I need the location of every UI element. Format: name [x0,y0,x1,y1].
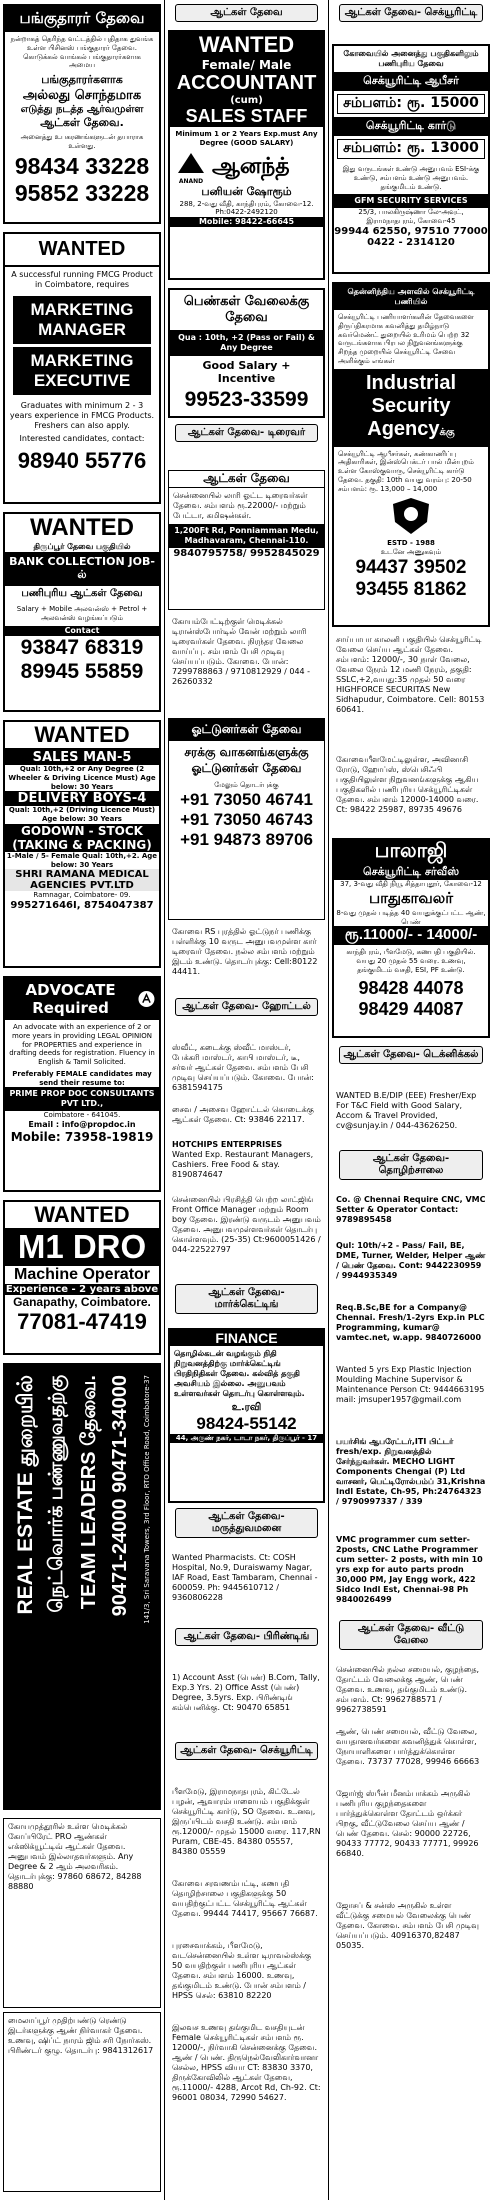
section-heading: ஆட்கள் தேவை- தொழிற்சாலை [339,1150,483,1180]
company-address: Ramnagar, Coimbatore- 09. [33,891,131,900]
ad-body: கோயம்பேட்டிற்குள் மெடிக்கல் டிரான்ஸ்போர்டில் வேன் மற்றும் லாரி டிரைவர்கள் தேவை. நிரந்தர வேலை வாய்ப்பு. சம்பளம் பேசி முடிவு செய்யப்படும். கோவை. போன்: 7299788863 / 9710812929 / 044 - 26260332 [172,617,311,686]
pharmacist-ad [168,1550,325,1625]
lodging-ad [168,1192,325,1282]
gfm-security-ad [332,44,490,274]
ad-body: இலவச உணவு தங்குமிட வசதியுடன் Female செக்யூரிட்டிகள் சம்பளம் ரூ. 12000/-, நிர்வாகி சென்னைக்கு தேவை. ஆண் / பெண். திருநெல்வேலிகார்வானா செல்ல, HPSS வியா CT: 83830 3370, திருக்கோவிலில் ஆட்கள் தேவை, ரூ.11000/- 4288, Arcot Rd, Ch-92. Ct: 96001 08034, 72990 54627. [172,2023,321,2102]
sweet-master-ad [168,1040,325,1100]
ad-line: எடுத்து நடத்த ஆர்வமுள்ள [20,104,144,115]
ad-cum: (cum) [170,95,323,106]
goods-vehicle-drivers-ad [168,718,325,920]
ad-email: Email : info@propdoc.in [28,1120,136,1129]
phone-number: 89945 55859 [20,659,144,683]
brand-name: ஆனந்த் [212,153,290,178]
phone-number: 93455 81862 [355,578,467,600]
balaji-security-ad [332,838,490,1038]
printing-account-asst-ad [168,1670,325,1740]
ad-body: ஜோர்ஜ் ஸ்பீன் மீனம்பாக்கம் அருகில் பணிபுரிய குழந்தைகளை பார்த்துக்கொள்ள தோட்டம் ஒர்க்கர் பிறகு, வீட்டுவேலை செய்ய ஆண் / பெண் தேவை. செல்: 90000 22726, 90433 77772, 90433 77771, 99926 66840. [336,1789,479,1858]
peelamedu-security-ad [332,752,490,836]
ad-title: ஓட்டுனர்கள் தேவை [169,719,324,741]
phone-number: 99944 62550, 97510 77000 [334,225,488,237]
school-driver-ad [168,924,325,994]
section-heading: ஆட்கள் தேவை- செக்யூரிட்டி [175,1742,318,1760]
ad-body: நன்றாகத் தெரிந்த வட்டத்தில் புதிதாக துவங்க உள்ள பிசினஸ் பங்குதாரர் தேவை. கொடுக்கல் வாங்கல் பங்குதாரர்களாக அமைய [10,35,154,70]
hotchips-ad [168,1140,325,1190]
company-name: PRIME PROP DOC CONSULTANTS PVT LTD., [5,1087,159,1111]
job-role: MARKETING MANAGER [13,296,151,344]
m1-dro-operator-ad [3,1200,161,1355]
company-name: பாலாஜி [334,840,488,865]
ad-vertical-line: நெட்வொர்க் பண்ணுவதற்கு [46,1375,67,1613]
company-city: Coimbatore - 641045. [43,1111,121,1120]
female-security-ad [168,2020,325,2196]
phone-number: 93847 68319 [20,635,144,659]
factory-security-ad [168,1876,325,1936]
ad-body: சரக்கு வாகனங்களுக்கு ஓட்டுனர்கள் தேவை [184,745,309,775]
bank-collection-ad [3,512,161,712]
ad-title: தென்னிந்திய அளவில் செக்யூரிட்டி பணியில் [334,284,488,310]
ad-title: பெண்கள் வேலைக்கு தேவை [183,294,310,325]
ad-line: அனைத்து உபகரணங்களுடன் தயாராக உள்ளது. [20,133,144,150]
job-role: BANK COLLECTION JOB-ல் [5,552,159,586]
ad-body: செக்யூரிட்டி ஆபீசர்கள், கண்காணிப்பு அதிகாரிகள், இன்ஸ்பெக்டர் பால் மின்புறம் உள்ள கோஸ்குவாரு, செக்யூரிட்டி கார்டு தேவை. தகுதி: 10th வயது வரம்பு: 20-50 சம்பளம்: ரூ. 13,000 – 14,000 [338,449,474,493]
role-detail: Qual: 10th,+2 or Any Degree (2 Wheeler & Driving Licence Must) Age below: 30 Years [8,765,156,791]
phone-number: 98424-55142 [196,1414,297,1433]
ad-title: WANTED [30,514,134,541]
ad-title: FINANCE [170,1330,323,1346]
medical-pro-ad [3,1818,161,2008]
company-name: HOTCHIPS ENTERPRISES [172,1140,283,1149]
section-heading: ஆட்கள் தேவை- மருத்துவமனை [175,1508,318,1538]
ad-title-bar [5,978,159,1020]
ad-body: காந்திபுரம், பீளமேடு, கணபதி பகுதியில். வயது 20 முதல் 55 வரை. உணவு, தங்குமிடம் வசதி, ESI, PF உண்டு. [346,948,476,974]
company-sub: செக்யூரிட்டி சர்வீஸ் [334,865,488,880]
ad-body: An advocate with an experience of 2 or more years in providing LEGAL OPINION for PROPERTIES and experience in drafting deeds for registration. Fluency in English & Tamil Solicited. [9,1023,155,1066]
advocate-required-ad [3,976,161,1192]
ad-title: WANTED [5,234,159,267]
ad-vertical-line: 141/3, Sri Saravana Towers, 3rd Floor, RTO Office Road, Coimbatore-37 [143,1375,151,1624]
ad-intro: A successful running FMCG Product in Coimbatore, requires [11,270,153,289]
ad-body: பயர்சிங் ஆபரேட்டர்,ITI பிட்டர் fresh/exp. நிறுவனத்தில் சேர்ந்துவர்கள். MECHO LIGHT Components Chengai (P) Ltd வாசனர், பெட்டிரோல்பம்ப் 31,Krishna Indl Estate, Ch-95, Ph:24764323 / 9790997337 / 339 [336,1437,486,1506]
ad-title: WANTED [170,32,323,58]
medical-agencies-ad [3,720,161,968]
section-heading: ஆட்கள் தேவை [175,4,318,22]
shop-name: பனியன் ஷோரூம் [201,184,292,198]
job-qual: 8-வது முதல் படித்த 40 வயதுக்குட்பட்ட ஆண், பெண் [336,908,486,926]
job-salary: ரூ.11000/- - 14000/- [334,926,488,945]
section-heading: ஆட்கள் தேவை- வீட்டு வேலை [339,1620,483,1650]
ad-body: Graduates with minimum 2 - 3 years experience in FMCG Products. Freshers can also apply. [9,401,155,430]
phone-number: 98428 44078 [358,977,464,998]
ad-body: மைலாப்பூர் முதிற்பண்டு ரெண்டு இடர்களுக்கு ஆண் நிர்வாகர் தேவை. உணவு, ஷிப்ட் நாரம் ஜிம் சரி நோர்கஸ். பிரிண்டர் குழு. தொடர்பு: 9841312617 [8,2016,154,2055]
ad-intro: கோவையில் அனைத்து பகுதிகளிலும் பணிபுரிய தேவை [343,49,479,68]
cook-wanted-ad [332,1898,490,1988]
phone-number: 995271646I, 8754047387 [10,900,154,911]
brand-row [170,151,323,185]
ad-body: பீளமேடு, இராமநாதபுரம், கிட்டேல் பழன், ஆவாரம்பாளையம் பகுதிக்குள் செக்யூரிட்டி கார்டு, SO தேவை. உ.னவு, இருப்பிடம் வசதி உண்டு. சம்பளம் ரூ.12000/- முதல் 15000 வரை. 117,RN Puram, CBE-45. 84380 05557, 84380 05559 [172,1787,321,1856]
ad-body: சைவ / அசைவ ஹோட்டல் கொடைக்கு ஆட்கள் தேவை. Ct: 93846 22117. [172,1105,314,1124]
caretaker-ad [332,1724,490,1784]
security-guard-ad [168,1784,325,1874]
ad-body: Wanted Pharmacists. Ct: COSH Hospital, No.9, Duraiswamy Nagar, IAF Road, East Tambaram, Chennai - 600059. Ph: 9445610712 / 9360806228 [172,1553,318,1602]
job-role: MARKETING EXECUTIVE [13,347,151,395]
section-heading: ஆட்கள் தேவை- செக்யூரிட்டி [339,4,483,22]
job-role: பாதுகாவலர் [368,888,454,907]
shield-icon [389,496,433,536]
industrial-security-agency-ad [332,282,490,627]
plastic-moulding-ad [332,1362,490,1432]
role-detail: 1-Male / 5- Female Qual: 10th,+2. Age below: 30 Years [6,851,158,869]
ad-title: WANTED [5,722,159,750]
ad-body: சென்னையில் பிரசித்தி பெற்ற லாட்ஜிங் Front Office Manager மற்றும் Room boy தேவை. இரண்டு வருடம் அனுபவம் தேவை. அனுபவமுள்ளவர்கள் தொடர்பு கொள்ளவும். (25-35) Ct:9600051426 / 044-22522797 [172,1195,321,1254]
ad-line: பங்குதாரர்களாக [41,73,123,86]
women-jobs-ad [168,288,325,418]
lorry-driver-ad [168,470,325,610]
van-driver-ad [168,614,325,714]
ad-line: ஆட்கள் தேவை. [40,116,124,129]
ad-body: சாய்பாபா காலனி பகுதியில் செக்யூரிட்டி வேலை செய்ய ஆட்கள் தேவை. சம்பளம்: 12000/-, 30 நாள் வேலை, வேலை நேரம் 12 மணி நேரம், தகுதி: SSLC,+2,வயது:35 முதல் 50 வரை HIGHFORCE SECURITAS New Sidhapudur, Coimbatore. Cell: 80153 60641. [336,635,485,714]
factory-workers-ad [332,1238,490,1298]
phone-number: 99523-33599 [184,388,309,411]
ad-perks: Salary + Mobile அலவன்ஸ் + Petrol + அலவன்ஸ் வழங்கப்படும் [16,605,148,622]
mecho-light-ad [332,1434,490,1530]
job-role: ACCOUNTANT [170,72,323,95]
ad-mobile: Mobile: 73958-19819 [10,1130,154,1144]
ad-address: 1,200Ft Rd, Ponniamman Medu, Madhavaram, Chennai-110. [169,524,324,548]
job-role: GODOWN - STOCK (TAKING & PACKING) [5,824,159,852]
highforce-security-ad [332,632,490,750]
company-name: SHRI RAMANA MEDICAL AGENCIES PVT.LTD [5,869,159,891]
role-detail: Qual: 10th,+2 (Driving Licence Must) Age below: 30 Years [8,806,156,823]
agency-emblem [334,496,488,539]
ad-address: 44, அருண் நகர், டாடா நகர், திருப்பூர் - 17 [170,1434,323,1443]
ad-line: அல்லது சொந்தமாக [22,88,142,103]
job-role: SALES MAN-5 [5,750,159,765]
ad-sub: Female/ Male [170,58,323,72]
accountant-sales-staff-ad [168,30,325,280]
ad-contact: Contact [5,626,159,636]
ad-title: ADVOCATE Required [25,981,116,1017]
partner-wanted-ad [3,4,161,224]
company-name: Industrial Security Agency [365,371,456,440]
ad-body: கோவை சரவணம்பட்டி, கணபதி தொழிற்சாலை பகுதிகளுக்கு 50 வயதிற்குட்பட்ட செக்யூரிட்டி ஆட்கள் தேவை. 99444 74417, 95667 76687. [172,1879,318,1918]
finance-marketing-ad [168,1328,325,1503]
estd-label: ESTD - 1988 [387,539,435,548]
column-2 [165,0,329,2200]
ad-body: Wanted Exp. Restaurant Managers, Cashiers. Free Food & stay. 8190874647 [172,1150,314,1179]
job-role: செக்யூரிட்டி ஆபீசர் [334,72,488,91]
section-heading: ஆட்கள் தேவை- பிரிண்டிங் [175,1628,318,1646]
ad-qual: Qua : 10th, +2 (Pass or Fail) & Any Degree [170,330,323,356]
section-heading: ஆட்கள் தேவை- ஹோட்டல் [175,998,318,1016]
job-role: DELIVERY BOYS-4 [5,791,159,806]
phone-number: 0422 - 2314120 [367,236,455,248]
phone-number: 98940 55776 [17,448,147,473]
phone-number: +91 94873 89706 [180,829,313,849]
ad-contact: உடனே அணுகவும் [380,548,442,556]
section-heading: ஆட்கள் தேவை- டிரைவர் [175,424,318,442]
ee-engineer-ad [332,1088,490,1148]
ad-body: ஸ்வீட், கடைக்கு ஸ்வீட் மாஸ்டர், பேக்கரி மாஸ்டர், காபி மாஸ்டர், டீ, சர்வர் ஆட்கள் தேவை. சம்பளம் பேசி முடிவு செய்யப்படும். கோவை. போன்: 6381594175 [172,1043,314,1092]
babysitter-ad [332,1786,490,1896]
ad-sub: திருப்பூர் தேவை பகுதியில் [33,542,131,551]
ad-vertical-line: TEAM LEADERS தேவை. [78,1375,100,1610]
job-exp: Experience - 2 years above [5,1284,159,1295]
contact-name: உ.ரவி [231,1402,262,1413]
real-estate-team-leaders-ad [3,1363,161,1810]
ad-body: சென்னையில் நல்ல சமையல், குழந்தை, தோட்டம் வேலைக்கு ஆண், பெண் தேவை. உணவு, தங்குமிடம் உண்டு. சம்பளம். Ct: 9962788571 / 9962738591 [336,1665,480,1714]
ad-qual: Minimum 1 or 2 Years Exp.must Any Degree (GOOD SALARY) [175,130,318,147]
company-name: GFM SECURITY SERVICES [334,194,488,208]
section-heading: ஆட்கள் தேவை- டெக்னிக்கல் [339,1046,483,1064]
section-heading: ஆட்கள் தேவை- மார்க்கெட்டிங் [175,1284,318,1314]
shop-address: 288, 2-வது வீதி, காந்திபுரம், கோவை-12. Ph:0422-2492120 [179,199,314,217]
ad-body: Wanted 5 yrs Exp Plastic Injection Moulding Machine Supervisor & Maintenance Person Ct: 9444663195 mail: jmsuper1957@gmail.com [336,1365,485,1404]
ad-body: 1) Account Asst (பெண்) B.Com, Tally, Exp.3 Yrs. 2) Office Asst (பெண்) Degree, 3.5yrs. Exp. பிரிண்டிங் கம்பெனிக்கு. Ct: 90470 65851 [172,1673,320,1712]
company-address: 25/3, பாலகிருஷ்ணா லே-அவுட், இராமநாதபுரம், கோவை-45 [358,208,464,225]
phone-number: 98429 44087 [358,998,464,1019]
ad-contact: Interested candidates, contact: [19,434,145,443]
company-name-block [334,369,488,447]
printing-staff-ad [3,2012,161,2192]
ad-body: ஜோசப் & சன்ஸ் அருகில் உள்ள வீட்டுக்கு சமையல் வேலைக்கு பெண் தேவை. கோவை. சம்பளம் பேசி முடிவு செய்யப்படும். 40916370,82487 05035. [336,1901,479,1950]
advocate-logo-icon [137,986,156,1012]
job-salary: சம்பளம்: ரூ. 15000 [337,94,485,114]
ad-contact: மேலும் தொடர்புக்கு [214,781,279,789]
ad-vertical-line: 90471-24000 90471-34000 [109,1375,131,1617]
ad-body: Qul: 10th/+2 - Pass/ Fail, BE, DME, Turner, Welder, Helper ஆண் / பெண் தேவை. Cont: 9442230959 / 9944935349 [336,1241,486,1280]
ad-perks: Good Salary + Incentive [202,359,291,385]
anand-logo: ANAND [174,151,208,185]
phone-number: 77081-47419 [17,1309,147,1334]
ad-body: கோயமுத்தூரில் உள்ள மெடிக்கல் கோப்பிரேட் PRO ஆண்கள் எக்ஸிக்யூட்டிவ் ஆட்கள் தேவை. அனுபவம் இல்லாதவர்களும். Any Degree & 2 ஆம் அலவரிகம். தொடர்புக்கு: 97860 68672, 84288 88880 [8,1822,142,1891]
ad-perks: இது வருடங்கள் உண்டு அனுபவம் ESI-க்கு உண்டு, சம்பளம் உண்டு அனுபவம். தங்குமிடம் உண்டு. [342,165,480,191]
phone-number: 9840795758/ 9952845029 [173,548,320,559]
job-role: M1 DRO [5,1228,159,1266]
ad-body: கோவை RS புரத்தில் ஓட்டுநர் பணிக்கு பள்ளிக்கு 10 வருட அனுபவமுள்ள கார் டிரைவர் தேவை. நல்ல சம்பளம் மற்றும் இடம் உண்டு. தொடர்புக்கு: Cell:80122 44411. [172,927,318,976]
fmcg-wanted-ad [3,232,161,504]
household-help-ad [332,1662,490,1722]
phone-number: 95852 33228 [14,179,150,206]
ad-body: சென்னையில் லாரி ஓட்ட டிரைவர்கள் தேவை. சம்பளம் ரூ.22000/- மற்றும் பேட்டா, கமிஷன்கள். [173,491,308,520]
job-salary: சம்பளம்: ரூ. 13000 [337,139,485,159]
ad-mobile: Mobile: 98422-66645 [170,217,323,227]
company-suffix: க்கு [439,426,455,438]
ad-req: பணிபுரிய ஆட்கள் தேவை [21,588,143,599]
plc-programming-ad [332,1300,490,1360]
ad-title: பங்குதாரர் தேவை [5,6,159,32]
ad-body: கோவைபீளமேட்டிலுள்ள, அவினாசி ரோடு, ஹோப்ஸ், ஸ்பெசிஃபி பகுதியிலுள்ள நிறுவனங்களுக்கு ஆகிய பகுதிகளில் பணிபுரிய செக்யூரிட்டிகள் தேவை. சம்பளம் 12000-14000 வரை. Ct: 98422 25987, 89735 49676 [336,755,479,814]
phone-number: +91 73050 46743 [180,809,313,829]
ad-body: செக்யூரிட்டி பணியாளர்களின் தேவைகளை திருப்திகரமாக கவனித்து தமிழ்நாடு கவர்மெண்ட் துறையில் உரிமம் பெற்ற 32 வருடங்களாக பிரபல நிறுவனங்களுக்கு சிறந்த முறையில் செக்யூரிட்டி சேவை அளிக்கும் எங்கள் [338,313,474,365]
ad-body: VMC programmer cum setter-2posts, CNC Lathe Programmer cum setter- 2 posts, with min 10 yrs exp for auto parts prodn 30,000 PM, Jay Engg work, 422 Sidco Indl Est, Chennai-98 Ph 9840026499 [336,1535,483,1604]
ad-vertical-line: REAL ESTATE துறையில் [14,1375,37,1615]
hotel-staff-ad [168,1102,325,1138]
vmc-programmer-ad [332,1532,490,1616]
ad-body: புரசைவாக்கம், பீளமேடு, வடசென்னையில் உள்ள டிராவல்ஸ்க்கு 50 வயதிற்குள் பணிபுரிய ஆட்கள் தேவை. சம்பளம் 16000. உணவு, தங்குமிடம் உண்டு. போன் சம்பளம் / HPSS செல்: 63810 82220 [172,1941,312,2000]
job-sub: Machine Operator [13,1266,151,1283]
ad-body: WANTED B.E/DIP (EEE) Fresher/Exp For T&C Field with Good Salary, Accom & Travel Provided, cv@sunjay.in / 044-43626250. [336,1091,477,1130]
ad-body: ஆண், பெண் சமையல், வீட்டு வேலை, வயதானவர்களை கவனித்துக் கொள்ள, நோயாளிகளை பார்த்துக்கொள்ள தேவை. 73737 77028, 99946 66663 [336,1727,480,1766]
ad-title: ஆட்கள் தேவை [169,471,324,488]
phone-number: 94437 39502 [355,556,467,578]
ad-body: Req.B.Sc,BE for a Company@ Chennai. Fresh/1-2yrs Exp.in PLC Programming, kumar@ vamtec.net, w.app. 9840726000 [336,1303,485,1342]
job-role: SALES STAFF [170,106,323,127]
job-role: செக்யூரிட்டி கார்டு [334,117,488,136]
phone-number: 98434 33228 [14,152,150,179]
ad-title: WANTED [34,1202,130,1227]
cnc-vmc-ad [332,1192,490,1236]
ad-pref: Preferably FEMALE candidates may send their resume to: [12,1069,152,1087]
ad-body: Co. @ Chennai Require CNC, VMC Setter & Operator Contact: 9789895458 [336,1195,486,1224]
column-3 [329,0,493,2200]
company-address: 37, 3-வது வீதி நியூ சித்தாபுதூர், கோவை-12 [340,880,482,888]
column-1 [0,0,165,2200]
phone-number: +91 73050 46741 [180,789,313,809]
job-location: Ganapathy, Coimbatore. [13,1295,151,1309]
anand-logo-icon [176,151,206,175]
ad-body: தொழில்கடன் வழங்கும் நிதி நிறுவனத்திற்கு மார்க்கெட்டிங் பிரதிநிதிகள் தேவை. கல்வித் தகுதி அவசியம் இல்லை. அனுபவம் உள்ளவர்கள் தொடர்பு கொள்ளவும். [174,1349,305,1398]
travels-security-ad [168,1938,325,2018]
